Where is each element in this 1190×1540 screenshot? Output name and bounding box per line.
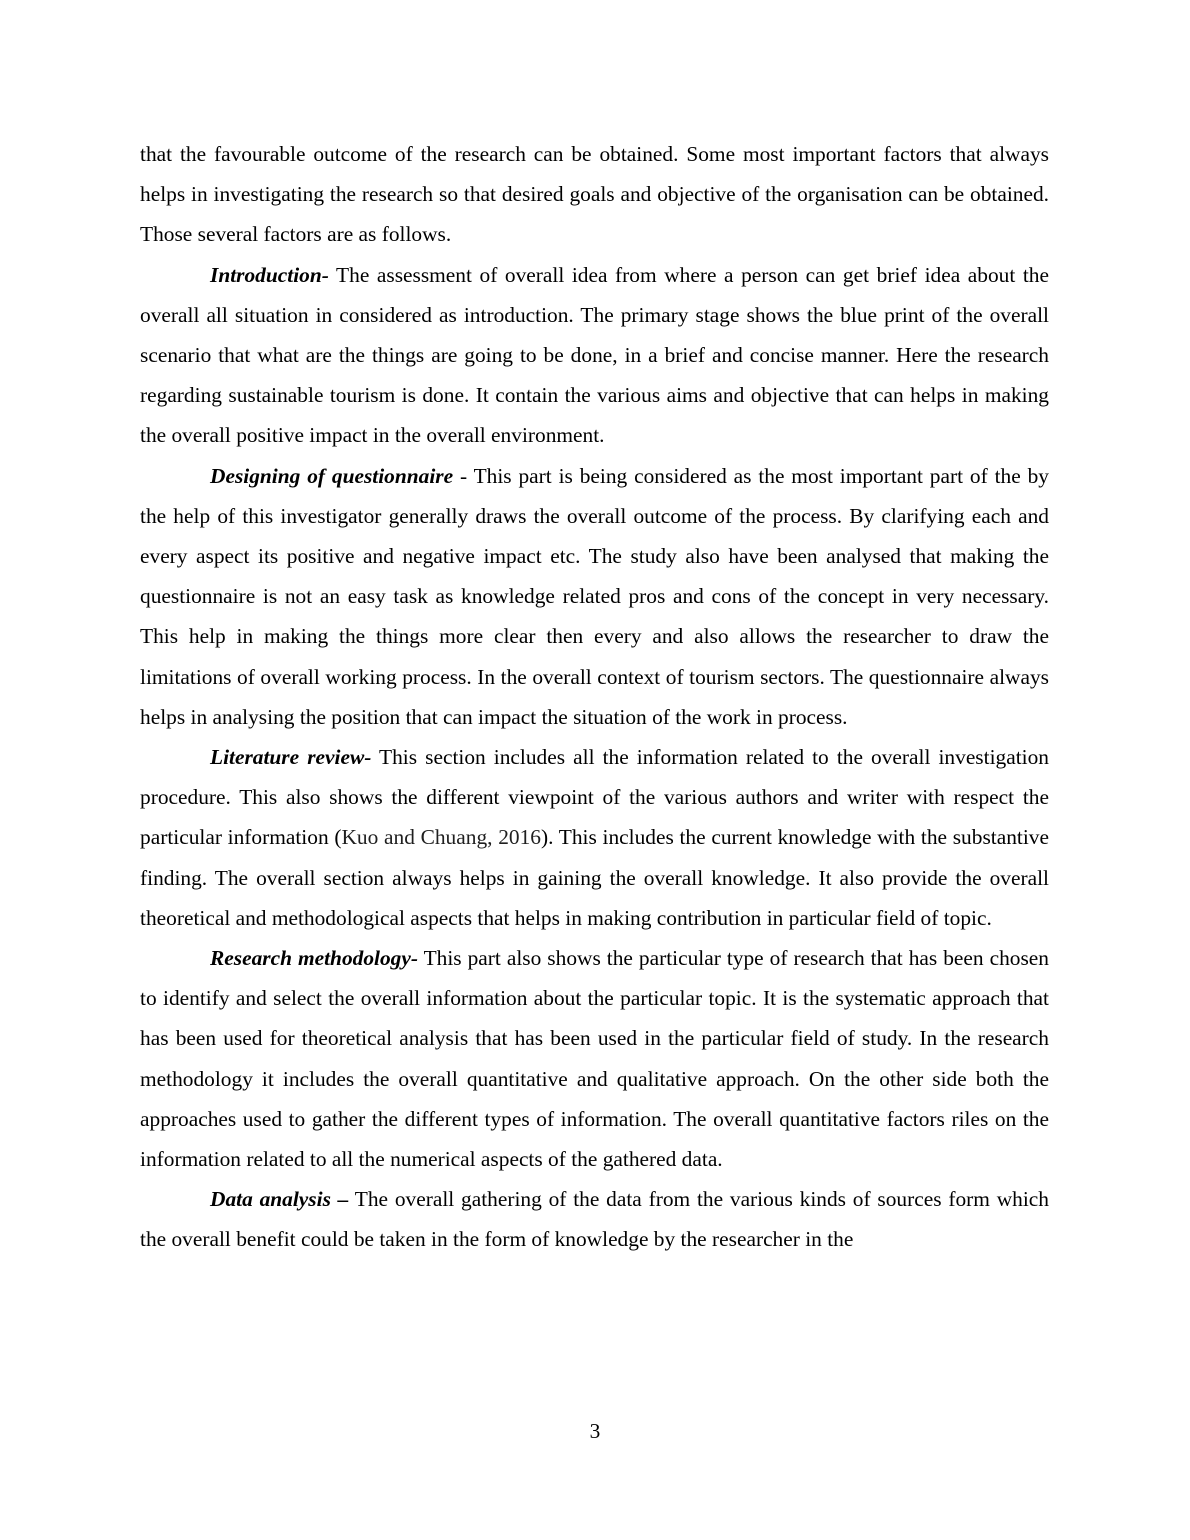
page-number: 3 [589,1419,601,1443]
intro-continuation-paragraph [140,134,1049,255]
paragraph-text: The assessment of overall idea from where a person can get brief idea about the overall all situation in considered as introduction. The primary stage shows the blue print of the overall scenario that what are the things are going to be done, in a brief and concise manner. Here the research regarding sustainable tourism is done. It contain the various aims and objective that can helps in making the overall positive impact in the overall environment. [140,262,1049,448]
data-analysis-paragraph [140,1179,1049,1259]
paragraph-text: - This part is being considered as the most important part of the by the help of this investigator generally draws the overall outcome of the process. By clarifying each and every aspect its positive and negative impact etc. The study also have been analysed that making the questionnaire is not an easy task as knowledge related pros and cons of the concept in very necessary. This help in making the things more clear then every and also allows the researcher to draw the limitations of overall working process. In the overall context of tourism sectors. The questionnaire always helps in analysing the position that can impact the situation of the work in process. [140,463,1049,729]
section-term: Literature review- [210,745,372,770]
paragraph-text: The overall gathering of the data from the various kinds of sources form which the overall benefit could be taken in the form of knowledge by the researcher in the [140,1187,1049,1252]
section-term: Designing of questionnaire [210,463,454,488]
literature-review-paragraph [140,737,1049,938]
document-page [140,134,1049,1260]
paragraph-text: that the favourable outcome of the research can be obtained. Some most important factors that always helps in investigating the research so that desired goals and objective of the organisation can be obtained. Those several factors are as follows. [140,142,1049,247]
paragraph-text: This part also shows the particular type of research that has been chosen to identify and select the overall information about the particular topic. It is the systematic approach that has been used for theoretical analysis that has been used in the particular field of study. In the research methodology it includes the overall quantitative and qualitative approach. On the other side both the approaches used to gather the different types of information. The overall quantitative factors riles on the information related to all the numerical aspects of the gathered data. [140,946,1049,1172]
section-term: Introduction- [210,262,329,287]
research-methodology-paragraph [140,938,1049,1179]
paragraph-text: This section includes all the information related to the overall investigation procedure. This also shows the different viewpoint of the various authors and writer with respect the particular information ( [140,745,1049,850]
questionnaire-paragraph [140,456,1049,737]
introduction-paragraph [140,255,1049,456]
section-term: Research methodology- [210,946,418,971]
section-term: Data analysis – [210,1187,349,1212]
citation-link[interactable]: Kuo and Chuang, 2016 [341,825,541,850]
paragraph-text: ). This includes the current knowledge with the substantive finding. The overall section always helps in gaining the overall knowledge. It also provide the overall theoretical and methodological aspects that helps in making contribution in particular field of topic. [140,825,1049,930]
